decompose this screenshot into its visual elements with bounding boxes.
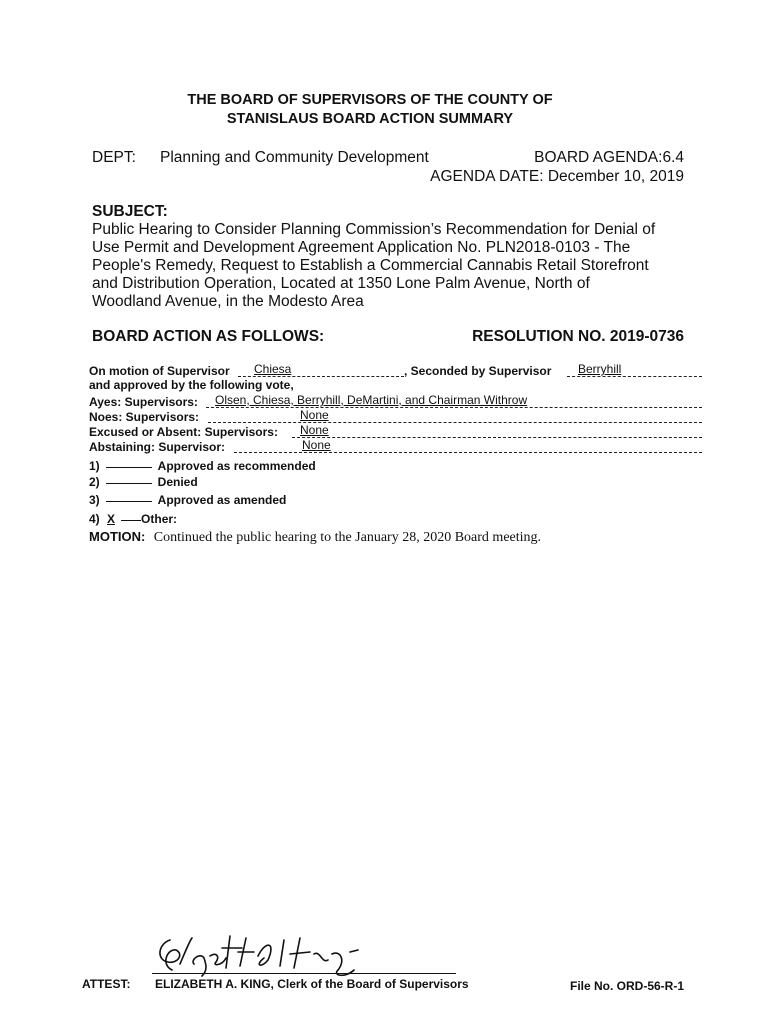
option-number: 4) — [89, 512, 100, 526]
excused-supervisors: None — [300, 423, 329, 437]
dept-label: DEPT: — [92, 149, 136, 166]
option-number: 1) — [89, 459, 100, 473]
noes-line — [208, 422, 702, 423]
subject-line: People's Remedy, Request to Establish a Commercial Cannabis Retail Storefront — [92, 257, 649, 274]
dept-value: Planning and Community Development — [160, 149, 429, 166]
option-checkline — [106, 467, 152, 468]
board-action-heading: BOARD ACTION AS FOLLOWS: — [92, 328, 325, 345]
attest-label: ATTEST: — [82, 977, 131, 991]
option-text: Approved as amended — [157, 493, 287, 507]
motion-text: Continued the public hearing to the January 28, 2020 Board meeting. — [153, 530, 542, 545]
file-number: File No. ORD-56-R-1 — [569, 979, 684, 993]
document-title-line2: STANISLAUS BOARD ACTION SUMMARY — [226, 111, 514, 127]
document-title-line1: THE BOARD OF SUPERVISORS OF THE COUNTY OF — [187, 92, 553, 108]
abstaining-supervisors: None — [302, 438, 331, 452]
subject-line: Public Hearing to Consider Planning Commission’s Recommendation for Denial of — [92, 221, 656, 238]
ayes-supervisors: Olsen, Chiesa, Berryhill, DeMartini, and Chairman Withrow — [215, 393, 528, 407]
option-mark: X — [107, 512, 116, 526]
excused-line — [292, 437, 702, 438]
seconded-by-supervisor: Berryhill — [578, 362, 622, 376]
ayes-line — [206, 407, 702, 408]
option-number: 2) — [89, 475, 100, 489]
option-text: Other: — [141, 512, 178, 526]
abstaining-label: Abstaining: Supervisor: — [89, 440, 226, 454]
subject-label: SUBJECT: — [92, 203, 168, 220]
approved-vote-line: and approved by the following vote, — [89, 378, 294, 392]
option-text: Approved as recommended — [157, 459, 316, 473]
motion-row — [89, 528, 541, 546]
option-checkline — [121, 520, 141, 521]
seconded-line — [567, 376, 702, 377]
abstaining-line — [234, 452, 702, 453]
option-number: 3) — [89, 493, 100, 507]
subject-line: Use Permit and Development Agreement Application No. PLN2018-0103 - The — [92, 239, 631, 256]
motion-label: MOTION: — [89, 529, 146, 544]
motion-by-label: On motion of Supervisor — [89, 364, 230, 378]
option-checkline — [106, 483, 152, 484]
clerk-signature — [150, 930, 390, 982]
resolution-number: RESOLUTION NO. 2019-0736 — [472, 328, 684, 345]
seconded-label: , Seconded by Supervisor — [404, 364, 552, 378]
motion-by-supervisor: Chiesa — [254, 362, 292, 376]
excused-label: Excused or Absent: Supervisors: — [89, 425, 278, 439]
option-item — [89, 512, 177, 526]
signature-line — [152, 973, 456, 974]
option-checkline — [106, 501, 152, 502]
subject-line: Woodland Avenue, in the Modesto Area — [92, 293, 364, 310]
ayes-label: Ayes: Supervisors: — [89, 395, 198, 409]
option-item — [89, 493, 286, 507]
subject-line: and Distribution Operation, Located at 1350 Lone Palm Avenue, North of — [92, 275, 590, 292]
noes-supervisors: None — [300, 408, 329, 422]
agenda-date: AGENDA DATE: December 10, 2019 — [430, 168, 684, 185]
option-text: Denied — [157, 475, 198, 489]
clerk-name: ELIZABETH A. KING, Clerk of the Board of Supervisors — [155, 977, 469, 991]
board-agenda: BOARD AGENDA:6.4 — [534, 149, 684, 166]
option-item — [89, 459, 316, 473]
noes-label: Noes: Supervisors: — [89, 410, 200, 424]
option-item — [89, 475, 198, 489]
motion-by-line — [238, 376, 404, 377]
